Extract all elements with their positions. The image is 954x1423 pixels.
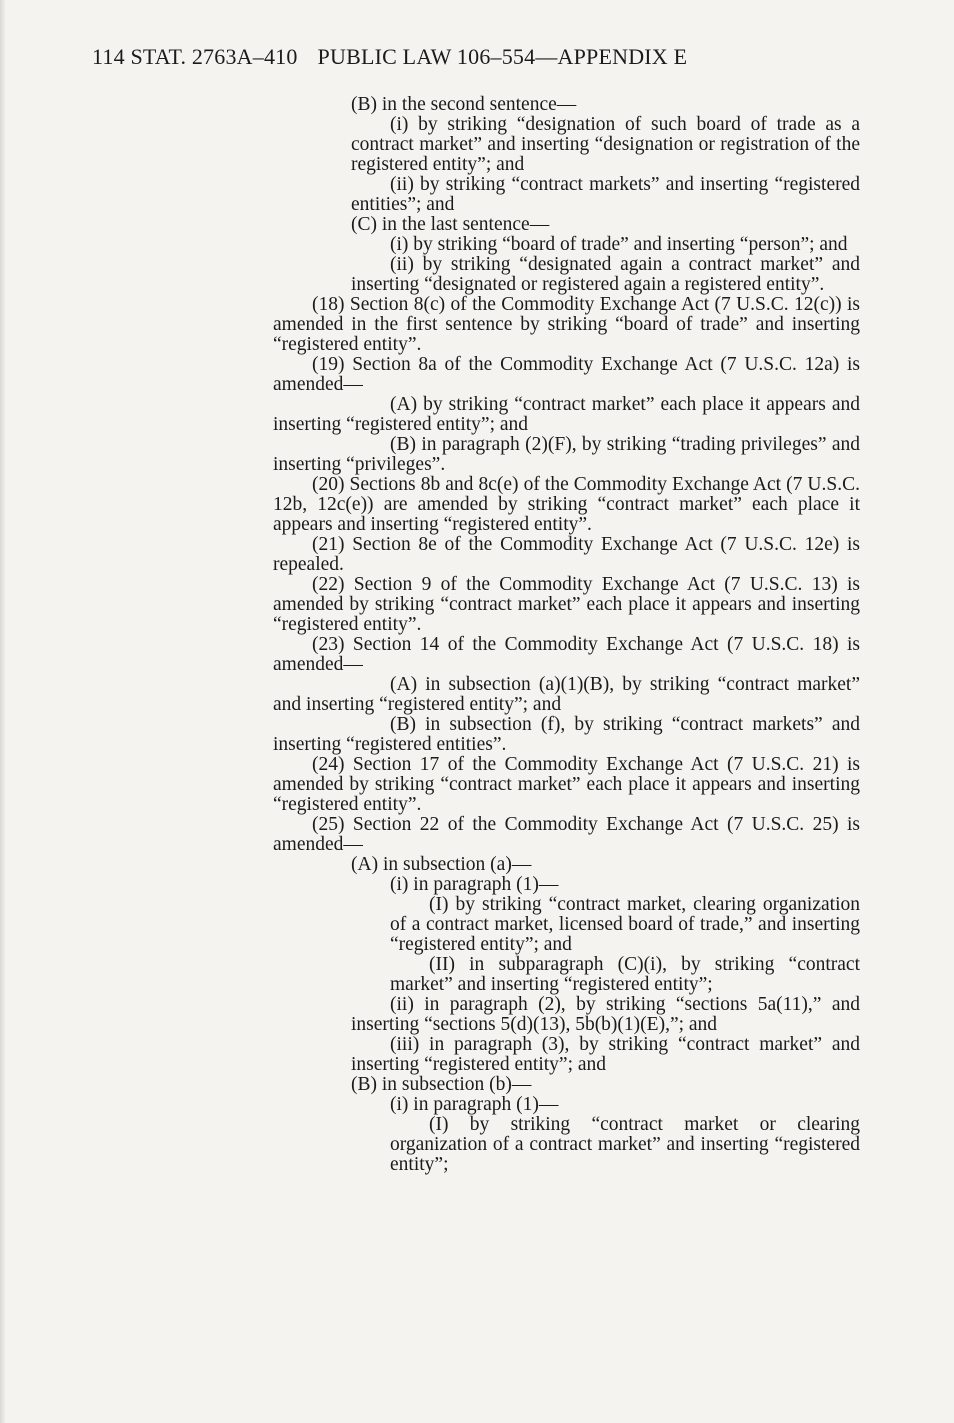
- paragraph: (i) in paragraph (1)—: [390, 874, 559, 895]
- paragraph: (ii) by striking “contract markets” and inserting “registered entities”; and: [351, 174, 860, 215]
- paragraph: (iii) in paragraph (3), by striking “contract market” and inserting “registered entity”; and: [351, 1034, 860, 1075]
- paragraph: (ii) by striking “designated again a contract market” and inserting “designated or registered again a registered entity”.: [351, 254, 860, 295]
- page-edge-shadow: [0, 0, 6, 1423]
- paragraph: (24) Section 17 of the Commodity Exchange Act (7 U.S.C. 21) is amended by striking “contract market” each place it appears and inserting “registered entity”.: [273, 754, 860, 815]
- paragraph: (B) in subsection (b)—: [351, 1074, 532, 1095]
- paragraph: (C) in the last sentence—: [351, 214, 550, 235]
- paragraph: (i) by striking “designation of such board of trade as a contract market” and inserting “designation or registration of the registered entity”; and: [351, 114, 860, 175]
- paragraph: (B) in the second sentence—: [351, 94, 577, 115]
- paragraph: (I) by striking “contract market, clearing organization of a contract market, licensed board of trade,” and inserting “registered entity”; and: [390, 894, 860, 955]
- paragraph: (i) in paragraph (1)—: [390, 1094, 559, 1115]
- paragraph: (B) in paragraph (2)(F), by striking “trading privileges” and inserting “privileges”.: [273, 434, 860, 475]
- document-body: [273, 95, 860, 1175]
- paragraph: (21) Section 8e of the Commodity Exchange Act (7 U.S.C. 12e) is repealed.: [273, 534, 860, 575]
- paragraph: (B) in subsection (f), by striking “contract markets” and inserting “registered entities”.: [273, 714, 860, 755]
- paragraph: (I) by striking “contract market or clearing organization of a contract market” and inserting “registered entity”;: [390, 1114, 860, 1175]
- paragraph: (19) Section 8a of the Commodity Exchange Act (7 U.S.C. 12a) is amended—: [273, 354, 860, 395]
- paragraph: (22) Section 9 of the Commodity Exchange Act (7 U.S.C. 13) is amended by striking “contract market” each place it appears and inserting “registered entity”.: [273, 574, 860, 635]
- paragraph: (A) in subsection (a)(1)(B), by striking “contract market” and inserting “registered entity”; and: [273, 674, 860, 715]
- paragraph: (A) in subsection (a)—: [351, 854, 532, 875]
- paragraph: (18) Section 8(c) of the Commodity Exchange Act (7 U.S.C. 12(c)) is amended in the first sentence by striking “board of trade” and inserting “registered entity”.: [273, 294, 860, 355]
- paragraph: (i) by striking “board of trade” and inserting “person”; and: [390, 234, 848, 255]
- paragraph: (25) Section 22 of the Commodity Exchange Act (7 U.S.C. 25) is amended—: [273, 814, 860, 855]
- paragraph: (A) by striking “contract market” each place it appears and inserting “registered entity”; and: [273, 394, 860, 435]
- paragraph: (ii) in paragraph (2), by striking “sections 5a(11),” and inserting “sections 5(d)(13), 5b(b)(1)(E),”; and: [351, 994, 860, 1035]
- stat-citation: 114 STAT. 2763A–410: [92, 44, 298, 69]
- paragraph: (20) Sections 8b and 8c(e) of the Commodity Exchange Act (7 U.S.C. 12b, 12c(e)) are amended by striking “contract market” each place it appears and inserting “registered entity”.: [273, 474, 860, 535]
- paragraph: (II) in subparagraph (C)(i), by striking “contract market” and inserting “registered entity”;: [390, 954, 860, 995]
- paragraph: (23) Section 14 of the Commodity Exchange Act (7 U.S.C. 18) is amended—: [273, 634, 860, 675]
- law-title: PUBLIC LAW 106–554—APPENDIX E: [317, 44, 688, 69]
- page-header: [92, 44, 687, 70]
